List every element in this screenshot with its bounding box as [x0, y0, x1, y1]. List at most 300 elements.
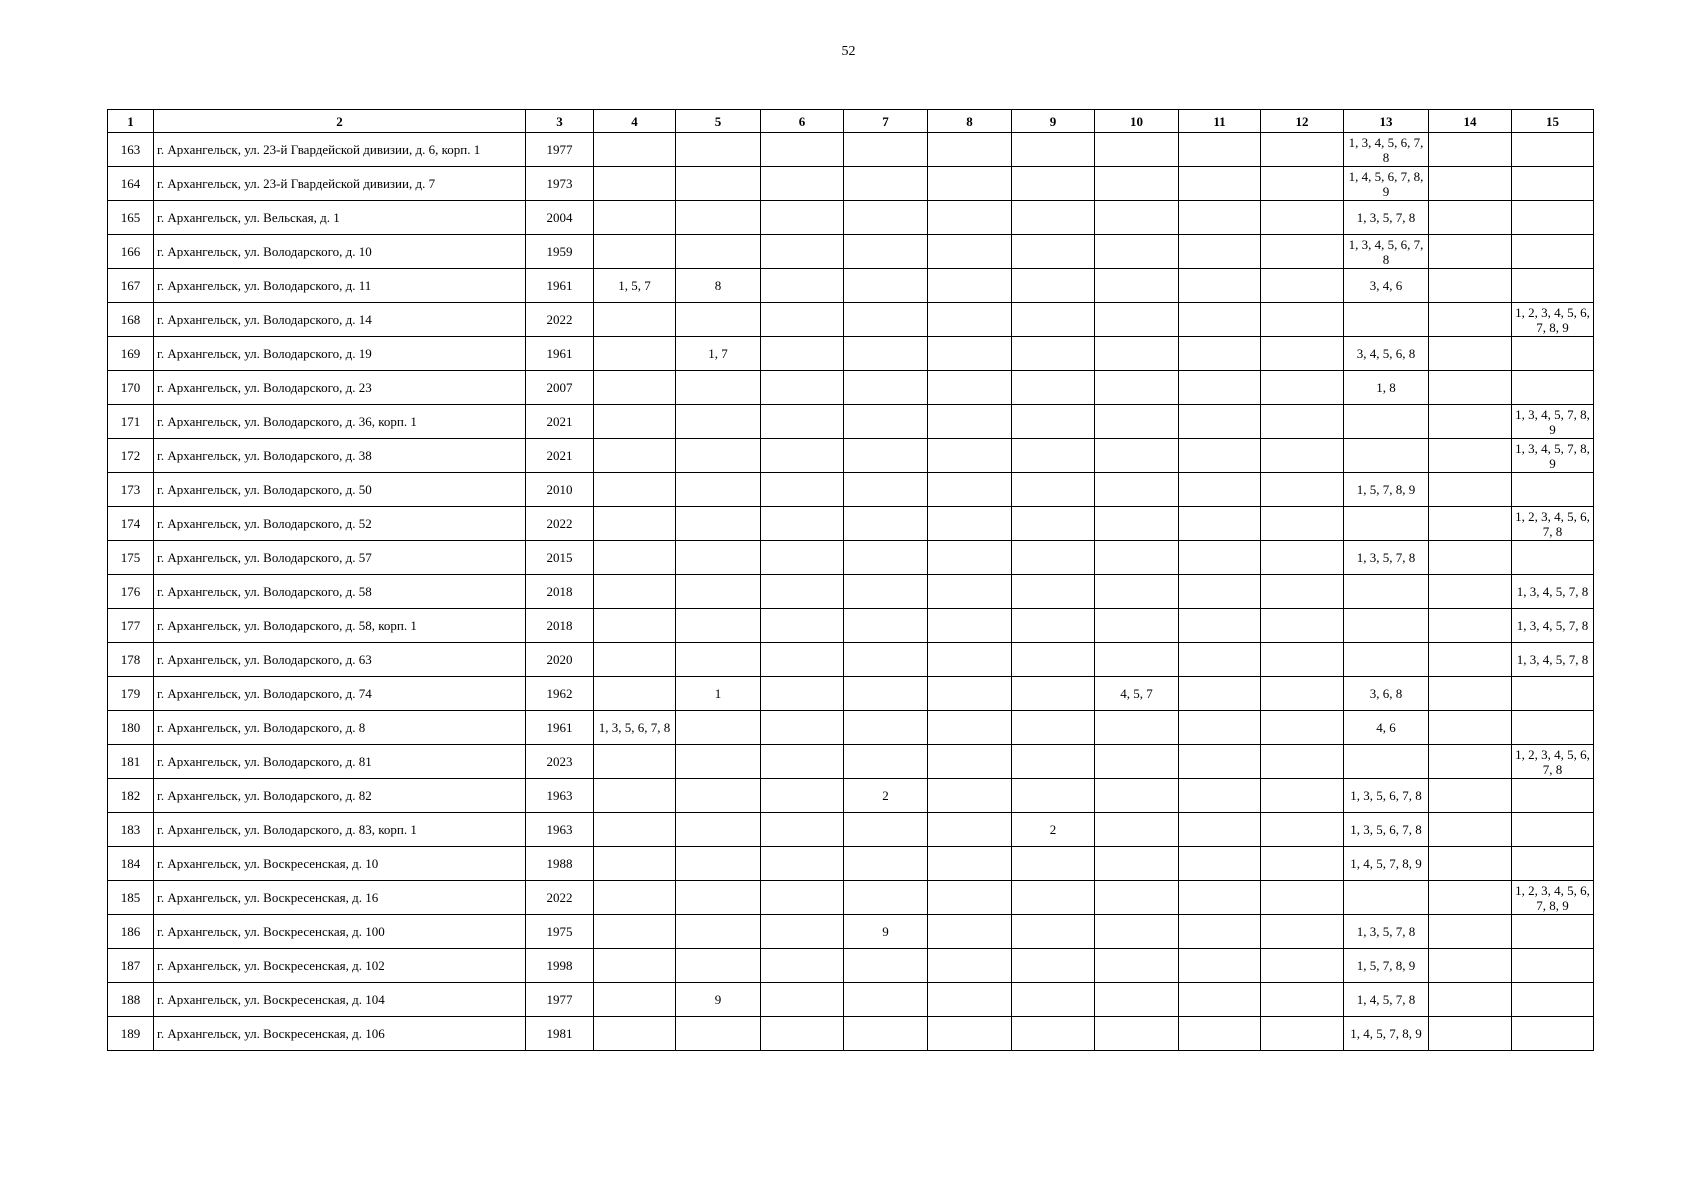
col9-cell: [1012, 881, 1095, 915]
col9-cell: [1012, 201, 1095, 235]
address-cell: г. Архангельск, ул. Володарского, д. 52: [154, 507, 526, 541]
year-cell: 2021: [526, 405, 594, 439]
address-cell: г. Архангельск, ул. Володарского, д. 10: [154, 235, 526, 269]
col7-cell: [844, 1017, 928, 1051]
col15-cell: 1, 3, 4, 5, 7, 8: [1512, 643, 1594, 677]
row-number-cell: 174: [108, 507, 154, 541]
col6-cell: [761, 1017, 844, 1051]
table-row: [108, 235, 1594, 269]
col10-cell: [1095, 711, 1179, 745]
col7-cell: [844, 371, 928, 405]
col6-cell: [761, 201, 844, 235]
col15-cell: [1512, 269, 1594, 303]
table-row: [108, 167, 1594, 201]
row-number-cell: 173: [108, 473, 154, 507]
col8-cell: [928, 167, 1012, 201]
year-cell: 2022: [526, 881, 594, 915]
col6-cell: [761, 779, 844, 813]
col13-cell: 1, 3, 5, 6, 7, 8: [1344, 779, 1429, 813]
col10-cell: 4, 5, 7: [1095, 677, 1179, 711]
row-number-cell: 189: [108, 1017, 154, 1051]
col8-cell: [928, 813, 1012, 847]
col14-cell: [1429, 167, 1512, 201]
col11-cell: [1179, 337, 1261, 371]
col15-cell: [1512, 473, 1594, 507]
col14-cell: [1429, 507, 1512, 541]
col11-cell: [1179, 507, 1261, 541]
col7-cell: [844, 949, 928, 983]
col6-cell: [761, 609, 844, 643]
row-number-cell: 166: [108, 235, 154, 269]
col13-cell: 3, 6, 8: [1344, 677, 1429, 711]
col11-cell: [1179, 371, 1261, 405]
address-cell: г. Архангельск, ул. Володарского, д. 57: [154, 541, 526, 575]
col15-cell: 1, 2, 3, 4, 5, 6, 7, 8: [1512, 507, 1594, 541]
col11-cell: [1179, 405, 1261, 439]
col11-cell: [1179, 677, 1261, 711]
col9-cell: [1012, 745, 1095, 779]
col9-cell: [1012, 643, 1095, 677]
col6-cell: [761, 949, 844, 983]
col14-cell: [1429, 915, 1512, 949]
table-row: [108, 371, 1594, 405]
column-header: 13: [1344, 110, 1429, 133]
col4-cell: [594, 439, 676, 473]
col15-cell: [1512, 677, 1594, 711]
col8-cell: [928, 541, 1012, 575]
address-cell: г. Архангельск, ул. Володарского, д. 58, корп. 1: [154, 609, 526, 643]
col13-cell: 1, 3, 5, 7, 8: [1344, 201, 1429, 235]
table-row: [108, 745, 1594, 779]
year-cell: 2004: [526, 201, 594, 235]
col7-cell: [844, 201, 928, 235]
col7-cell: [844, 167, 928, 201]
col12-cell: [1261, 405, 1344, 439]
col6-cell: [761, 507, 844, 541]
row-number-cell: 180: [108, 711, 154, 745]
table-row: [108, 1017, 1594, 1051]
column-header: 7: [844, 110, 928, 133]
col13-cell: 1, 4, 5, 6, 7, 8, 9: [1344, 167, 1429, 201]
col4-cell: [594, 915, 676, 949]
col14-cell: [1429, 983, 1512, 1017]
col14-cell: [1429, 711, 1512, 745]
row-number-cell: 169: [108, 337, 154, 371]
col8-cell: [928, 575, 1012, 609]
col5-cell: [676, 303, 761, 337]
col15-cell: [1512, 201, 1594, 235]
col10-cell: [1095, 609, 1179, 643]
col14-cell: [1429, 235, 1512, 269]
col4-cell: [594, 813, 676, 847]
col8-cell: [928, 235, 1012, 269]
year-cell: 2021: [526, 439, 594, 473]
col12-cell: [1261, 303, 1344, 337]
table-row: [108, 303, 1594, 337]
year-cell: 2010: [526, 473, 594, 507]
table-row: [108, 915, 1594, 949]
table-row: [108, 983, 1594, 1017]
row-number-cell: 165: [108, 201, 154, 235]
table-row: [108, 881, 1594, 915]
column-header: 14: [1429, 110, 1512, 133]
col6-cell: [761, 269, 844, 303]
col15-cell: [1512, 813, 1594, 847]
col13-cell: [1344, 575, 1429, 609]
col5-cell: [676, 473, 761, 507]
col13-cell: [1344, 745, 1429, 779]
col9-cell: [1012, 575, 1095, 609]
address-cell: г. Архангельск, ул. Володарского, д. 19: [154, 337, 526, 371]
col10-cell: [1095, 1017, 1179, 1051]
col5-cell: [676, 745, 761, 779]
col14-cell: [1429, 677, 1512, 711]
col10-cell: [1095, 133, 1179, 167]
col8-cell: [928, 677, 1012, 711]
col4-cell: [594, 201, 676, 235]
year-cell: 1977: [526, 983, 594, 1017]
col12-cell: [1261, 1017, 1344, 1051]
col12-cell: [1261, 813, 1344, 847]
address-cell: г. Архангельск, ул. Володарского, д. 74: [154, 677, 526, 711]
col13-cell: 1, 3, 5, 7, 8: [1344, 915, 1429, 949]
col15-cell: [1512, 949, 1594, 983]
row-number-cell: 170: [108, 371, 154, 405]
col12-cell: [1261, 337, 1344, 371]
col4-cell: [594, 847, 676, 881]
row-number-cell: 164: [108, 167, 154, 201]
col10-cell: [1095, 847, 1179, 881]
col11-cell: [1179, 915, 1261, 949]
col8-cell: [928, 201, 1012, 235]
col13-cell: 1, 3, 4, 5, 6, 7, 8: [1344, 235, 1429, 269]
col14-cell: [1429, 745, 1512, 779]
col6-cell: [761, 745, 844, 779]
address-cell: г. Архангельск, ул. 23-й Гвардейской дивизии, д. 7: [154, 167, 526, 201]
table-row: [108, 643, 1594, 677]
col9-cell: [1012, 677, 1095, 711]
year-cell: 1961: [526, 711, 594, 745]
col6-cell: [761, 235, 844, 269]
column-header: 12: [1261, 110, 1344, 133]
col15-cell: 1, 3, 4, 5, 7, 8: [1512, 575, 1594, 609]
col9-cell: [1012, 779, 1095, 813]
col11-cell: [1179, 133, 1261, 167]
table-row: [108, 609, 1594, 643]
table-row: [108, 473, 1594, 507]
col13-cell: 1, 8: [1344, 371, 1429, 405]
col11-cell: [1179, 847, 1261, 881]
col11-cell: [1179, 813, 1261, 847]
col5-cell: [676, 439, 761, 473]
col13-cell: 4, 6: [1344, 711, 1429, 745]
col5-cell: [676, 541, 761, 575]
col5-cell: [676, 609, 761, 643]
col9-cell: [1012, 235, 1095, 269]
table-body: [108, 133, 1594, 1051]
col4-cell: [594, 167, 676, 201]
address-cell: г. Архангельск, ул. Володарского, д. 36, корп. 1: [154, 405, 526, 439]
address-cell: г. Архангельск, ул. Володарского, д. 82: [154, 779, 526, 813]
col5-cell: [676, 643, 761, 677]
col12-cell: [1261, 677, 1344, 711]
col7-cell: [844, 813, 928, 847]
col9-cell: [1012, 473, 1095, 507]
col14-cell: [1429, 575, 1512, 609]
col14-cell: [1429, 813, 1512, 847]
col6-cell: [761, 439, 844, 473]
col15-cell: 1, 3, 4, 5, 7, 8: [1512, 609, 1594, 643]
col7-cell: [844, 269, 928, 303]
col7-cell: 9: [844, 915, 928, 949]
col14-cell: [1429, 779, 1512, 813]
table-row: [108, 847, 1594, 881]
col9-cell: [1012, 949, 1095, 983]
col15-cell: [1512, 983, 1594, 1017]
col10-cell: [1095, 269, 1179, 303]
row-number-cell: 184: [108, 847, 154, 881]
col15-cell: 1, 3, 4, 5, 7, 8, 9: [1512, 439, 1594, 473]
col10-cell: [1095, 779, 1179, 813]
col14-cell: [1429, 269, 1512, 303]
address-cell: г. Архангельск, ул. Володарского, д. 11: [154, 269, 526, 303]
col15-cell: [1512, 337, 1594, 371]
col4-cell: 1, 5, 7: [594, 269, 676, 303]
col11-cell: [1179, 881, 1261, 915]
col11-cell: [1179, 609, 1261, 643]
table-row: [108, 507, 1594, 541]
row-number-cell: 181: [108, 745, 154, 779]
col14-cell: [1429, 847, 1512, 881]
col15-cell: [1512, 541, 1594, 575]
col10-cell: [1095, 541, 1179, 575]
address-cell: г. Архангельск, ул. Володарского, д. 8: [154, 711, 526, 745]
col14-cell: [1429, 303, 1512, 337]
year-cell: 1961: [526, 269, 594, 303]
col7-cell: [844, 609, 928, 643]
col4-cell: [594, 303, 676, 337]
col12-cell: [1261, 235, 1344, 269]
col13-cell: 3, 4, 6: [1344, 269, 1429, 303]
address-cell: г. Архангельск, ул. Воскресенская, д. 104: [154, 983, 526, 1017]
table-row: [108, 541, 1594, 575]
col9-cell: [1012, 167, 1095, 201]
col4-cell: [594, 881, 676, 915]
address-cell: г. Архангельск, ул. Володарского, д. 81: [154, 745, 526, 779]
col4-cell: [594, 473, 676, 507]
col13-cell: 1, 4, 5, 7, 8, 9: [1344, 1017, 1429, 1051]
col9-cell: [1012, 337, 1095, 371]
col15-cell: [1512, 235, 1594, 269]
col5-cell: [676, 575, 761, 609]
row-number-cell: 163: [108, 133, 154, 167]
col13-cell: 1, 3, 5, 6, 7, 8: [1344, 813, 1429, 847]
col11-cell: [1179, 575, 1261, 609]
year-cell: 1981: [526, 1017, 594, 1051]
col14-cell: [1429, 609, 1512, 643]
col11-cell: [1179, 541, 1261, 575]
col5-cell: [676, 881, 761, 915]
col8-cell: [928, 303, 1012, 337]
col13-cell: [1344, 303, 1429, 337]
row-number-cell: 186: [108, 915, 154, 949]
col8-cell: [928, 881, 1012, 915]
col10-cell: [1095, 303, 1179, 337]
col13-cell: [1344, 609, 1429, 643]
col12-cell: [1261, 643, 1344, 677]
col6-cell: [761, 881, 844, 915]
col4-cell: [594, 677, 676, 711]
col5-cell: [676, 507, 761, 541]
col12-cell: [1261, 881, 1344, 915]
col10-cell: [1095, 337, 1179, 371]
col9-cell: [1012, 405, 1095, 439]
table-row: [108, 201, 1594, 235]
col7-cell: [844, 405, 928, 439]
col15-cell: 1, 3, 4, 5, 7, 8, 9: [1512, 405, 1594, 439]
col11-cell: [1179, 643, 1261, 677]
col10-cell: [1095, 405, 1179, 439]
col13-cell: 1, 4, 5, 7, 8, 9: [1344, 847, 1429, 881]
table-row: [108, 575, 1594, 609]
col11-cell: [1179, 201, 1261, 235]
table-row: [108, 711, 1594, 745]
col7-cell: [844, 881, 928, 915]
col4-cell: [594, 133, 676, 167]
col9-cell: [1012, 1017, 1095, 1051]
col8-cell: [928, 371, 1012, 405]
col4-cell: [594, 609, 676, 643]
col13-cell: 1, 3, 5, 7, 8: [1344, 541, 1429, 575]
col14-cell: [1429, 949, 1512, 983]
col14-cell: [1429, 201, 1512, 235]
col12-cell: [1261, 745, 1344, 779]
col5-cell: [676, 813, 761, 847]
col5-cell: [676, 371, 761, 405]
col4-cell: [594, 1017, 676, 1051]
year-cell: 2018: [526, 575, 594, 609]
col8-cell: [928, 847, 1012, 881]
col8-cell: [928, 711, 1012, 745]
row-number-cell: 179: [108, 677, 154, 711]
col11-cell: [1179, 269, 1261, 303]
row-number-cell: 185: [108, 881, 154, 915]
col4-cell: [594, 983, 676, 1017]
column-header: 11: [1179, 110, 1261, 133]
table-row: [108, 949, 1594, 983]
row-number-cell: 172: [108, 439, 154, 473]
col12-cell: [1261, 439, 1344, 473]
col5-cell: 8: [676, 269, 761, 303]
col12-cell: [1261, 847, 1344, 881]
row-number-cell: 176: [108, 575, 154, 609]
col15-cell: 1, 2, 3, 4, 5, 6, 7, 8, 9: [1512, 303, 1594, 337]
col11-cell: [1179, 303, 1261, 337]
col6-cell: [761, 133, 844, 167]
col15-cell: [1512, 847, 1594, 881]
col9-cell: [1012, 711, 1095, 745]
col11-cell: [1179, 949, 1261, 983]
page-number: 52: [841, 44, 856, 59]
col5-cell: [676, 1017, 761, 1051]
col15-cell: [1512, 1017, 1594, 1051]
row-number-cell: 178: [108, 643, 154, 677]
year-cell: 1975: [526, 915, 594, 949]
col8-cell: [928, 983, 1012, 1017]
col9-cell: [1012, 915, 1095, 949]
col7-cell: [844, 439, 928, 473]
col11-cell: [1179, 235, 1261, 269]
column-header: 2: [154, 110, 526, 133]
row-number-cell: 175: [108, 541, 154, 575]
col7-cell: [844, 541, 928, 575]
year-cell: 2020: [526, 643, 594, 677]
table-row: [108, 133, 1594, 167]
year-cell: 1961: [526, 337, 594, 371]
col12-cell: [1261, 609, 1344, 643]
address-cell: г. Архангельск, ул. Воскресенская, д. 102: [154, 949, 526, 983]
col6-cell: [761, 541, 844, 575]
table-row: [108, 439, 1594, 473]
col15-cell: [1512, 779, 1594, 813]
col10-cell: [1095, 745, 1179, 779]
col8-cell: [928, 269, 1012, 303]
col12-cell: [1261, 779, 1344, 813]
col14-cell: [1429, 881, 1512, 915]
col10-cell: [1095, 983, 1179, 1017]
col14-cell: [1429, 133, 1512, 167]
address-cell: г. Архангельск, ул. Воскресенская, д. 100: [154, 915, 526, 949]
col11-cell: [1179, 779, 1261, 813]
row-number-cell: 171: [108, 405, 154, 439]
col11-cell: [1179, 167, 1261, 201]
col7-cell: [844, 337, 928, 371]
col8-cell: [928, 473, 1012, 507]
col12-cell: [1261, 133, 1344, 167]
col7-cell: [844, 711, 928, 745]
col7-cell: [844, 235, 928, 269]
col5-cell: [676, 847, 761, 881]
year-cell: 1959: [526, 235, 594, 269]
col7-cell: [844, 507, 928, 541]
col15-cell: 1, 2, 3, 4, 5, 6, 7, 8: [1512, 745, 1594, 779]
row-number-cell: 168: [108, 303, 154, 337]
col9-cell: [1012, 439, 1095, 473]
address-cell: г. Архангельск, ул. Володарского, д. 23: [154, 371, 526, 405]
col7-cell: [844, 303, 928, 337]
col5-cell: [676, 711, 761, 745]
col14-cell: [1429, 371, 1512, 405]
col9-cell: [1012, 303, 1095, 337]
col7-cell: [844, 133, 928, 167]
col5-cell: 1: [676, 677, 761, 711]
row-number-cell: 182: [108, 779, 154, 813]
year-cell: 1988: [526, 847, 594, 881]
address-cell: г. Архангельск, ул. Володарского, д. 50: [154, 473, 526, 507]
year-cell: 1963: [526, 813, 594, 847]
col6-cell: [761, 847, 844, 881]
col12-cell: [1261, 269, 1344, 303]
col12-cell: [1261, 507, 1344, 541]
col5-cell: 1, 7: [676, 337, 761, 371]
col6-cell: [761, 575, 844, 609]
col12-cell: [1261, 915, 1344, 949]
col14-cell: [1429, 439, 1512, 473]
col15-cell: [1512, 915, 1594, 949]
col4-cell: [594, 949, 676, 983]
table-row: [108, 405, 1594, 439]
col12-cell: [1261, 167, 1344, 201]
